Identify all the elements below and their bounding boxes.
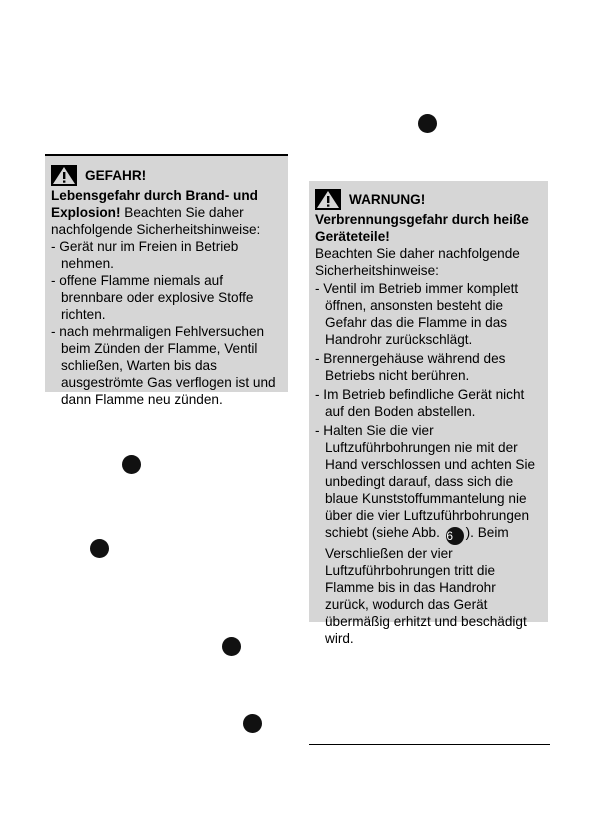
- warning-intro: Beachten Sie daher nachfolgende Sicherheitshinweise:: [315, 246, 520, 278]
- warning-item: - Brennergehäuse während des Betriebs nicht berühren.: [315, 351, 506, 383]
- step-marker-dot: [222, 637, 241, 656]
- step-marker-dot: [90, 539, 109, 558]
- warning-header: [315, 189, 542, 210]
- danger-item: - Gerät nur im Freien in Betrieb nehmen.: [51, 239, 239, 271]
- danger-notice-box: [45, 156, 288, 407]
- warning-item-text: ). Beim Verschließen der vier Luftzuführbohrungen tritt die Flamme bis in das Handrohr zurück, wodurch das Gerät übermäßig erhitzt und beschädigt wird.: [325, 525, 527, 646]
- danger-heading: Lebensgefahr durch Brand- und Explosion!: [51, 188, 258, 220]
- step-marker-dot: [243, 714, 262, 733]
- warning-heading: Verbrennungsgefahr durch heiße Geräteteile!: [315, 212, 529, 244]
- warning-item: - Im Betrieb befindliche Gerät nicht auf den Boden abstellen.: [315, 387, 525, 419]
- danger-header: [51, 165, 282, 186]
- footnote-rule: [309, 744, 550, 745]
- warning-item: - Ventil im Betrieb immer komplett öffnen, ansonsten besteht die Gefahr das die Flamme in das Handrohr zurückschlägt.: [315, 281, 519, 347]
- step-marker-dot: [418, 114, 437, 133]
- danger-title: GEFAHR!: [85, 168, 147, 183]
- warning-title: WARNUNG!: [349, 192, 426, 207]
- danger-item: - offene Flamme niemals auf brennbare oder explosive Stoffe richten.: [51, 273, 254, 322]
- danger-intro: Beachten Sie daher nachfolgende Sicherheitshinweise:: [51, 205, 261, 237]
- warning-item-text: - Halten Sie die vier Luftzuführbohrungen nie mit der Hand verschlossen und achten Sie unbedingt darauf, dass sich die blaue Kunststoffummantelung nie über die vier Luftzuführbohrungen schiebt (siehe Abb.: [315, 423, 536, 540]
- danger-intro-paragraph: [51, 187, 282, 238]
- danger-item: - nach mehrmaligen Fehlversuchen beim Zünden der Flamme, Ventil schließen, Warten bis das ausgeströmte Gas verflogen ist und dann Flamme neu zünden.: [51, 324, 276, 407]
- step-marker-dot: [122, 455, 141, 474]
- warning-item: [315, 422, 542, 647]
- warning-notice-box: [309, 181, 548, 646]
- warning-triangle-icon: [315, 189, 341, 210]
- figure-reference-badge: 6: [446, 527, 464, 545]
- warning-triangle-icon: [51, 165, 77, 186]
